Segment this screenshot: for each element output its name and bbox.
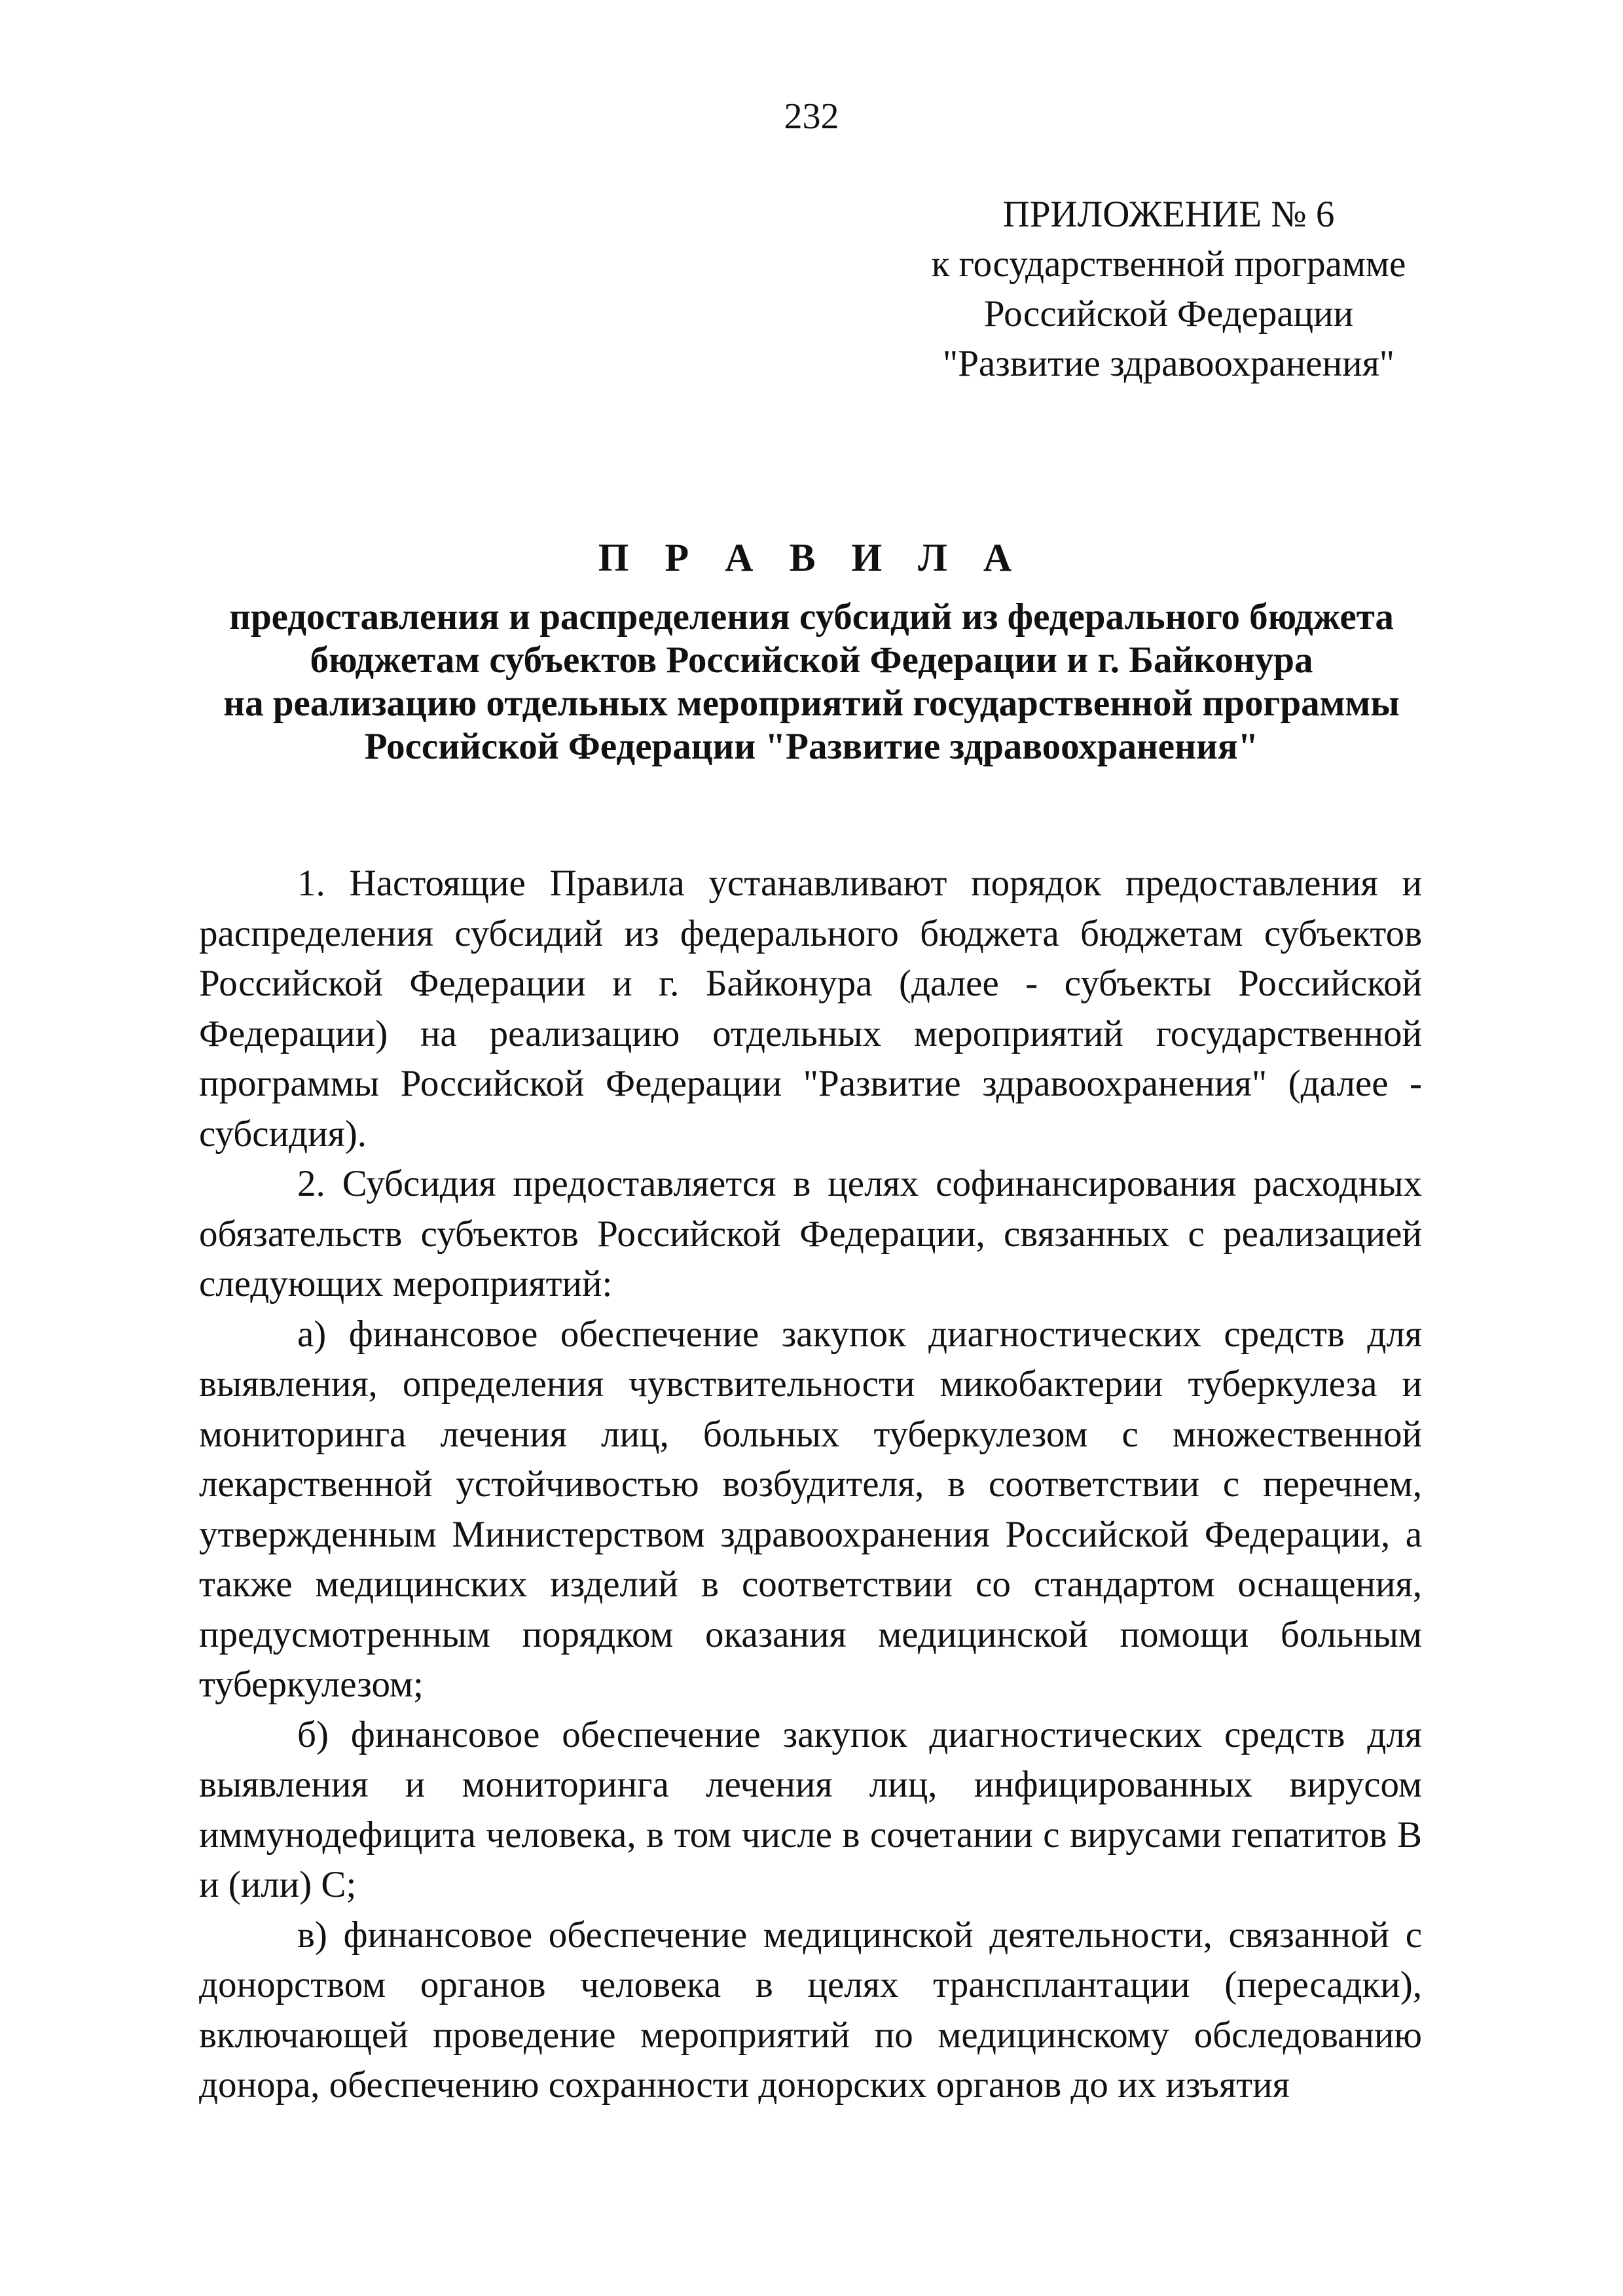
- page-number: 232: [784, 96, 839, 137]
- paragraph-2: 2. Субсидия предоставляется в целях софинансирования расходных обязательств субъектов Российской Федерации, связанных с реализацией следующих мероприятий:: [199, 1163, 1422, 1304]
- appendix-line-program: к государственной программе: [931, 243, 1406, 285]
- document-title: П Р А В И Л А: [598, 536, 1025, 579]
- appendix-line-program-name: "Развитие здравоохранения": [942, 343, 1395, 384]
- subtitle-line-3: на реализацию отдельных мероприятий государственной программы: [223, 683, 1400, 724]
- paragraph-1: 1. Настоящие Правила устанавливают порядок предоставления и распределения субсидий из федерального бюджета бюджетам субъектов Российской Федерации и г. Байконура (далее - субъекты Российской Федерации) на реализацию отдельных мероприятий государственной программы Российской Федерации "Развитие здравоохранения" (далее - субсидия).: [199, 863, 1422, 1155]
- paragraph-2a: а) финансовое обеспечение закупок диагностических средств для выявления, определения чувствительности микобактерии туберкулеза и мониторинга лечения лиц, больных туберкулезом с множественной лекарственной устойчивостью возбудителя, в соответствии с перечнем, утвержденным Министерством здравоохранения Российской Федерации, а также медицинских изделий в соответствии со стандартом оснащения, предусмотренным порядком оказания медицинской помощи больным туберкулезом;: [199, 1313, 1422, 1705]
- paragraph-2b: б) финансовое обеспечение закупок диагностических средств для выявления и мониторинга лечения лиц, инфицированных вирусом иммунодефицита человека, в том числе в сочетании с вирусами гепатитов В и (или) С;: [199, 1713, 1422, 1905]
- paragraph-2c: в) финансовое обеспечение медицинской деятельности, связанной с донорством органов человека в целях трансплантации (пересадки), включающей проведение мероприятий по медицинскому обследованию донора, обеспечению сохранности донорских органов до их изъятия: [199, 1914, 1422, 2106]
- document-body: [199, 859, 1422, 2111]
- document-subtitle: [131, 596, 1492, 768]
- subtitle-line-2: бюджетам субъектов Российской Федерации и г. Байконура: [310, 639, 1313, 681]
- appendix-header: [897, 190, 1440, 389]
- appendix-line-federation: Российской Федерации: [983, 293, 1354, 334]
- subtitle-line-4: Российской Федерации "Развитие здравоохранения": [364, 726, 1259, 767]
- subtitle-line-1: предоставления и распределения субсидий из федерального бюджета: [229, 596, 1394, 637]
- appendix-number: ПРИЛОЖЕНИЕ № 6: [1002, 194, 1335, 235]
